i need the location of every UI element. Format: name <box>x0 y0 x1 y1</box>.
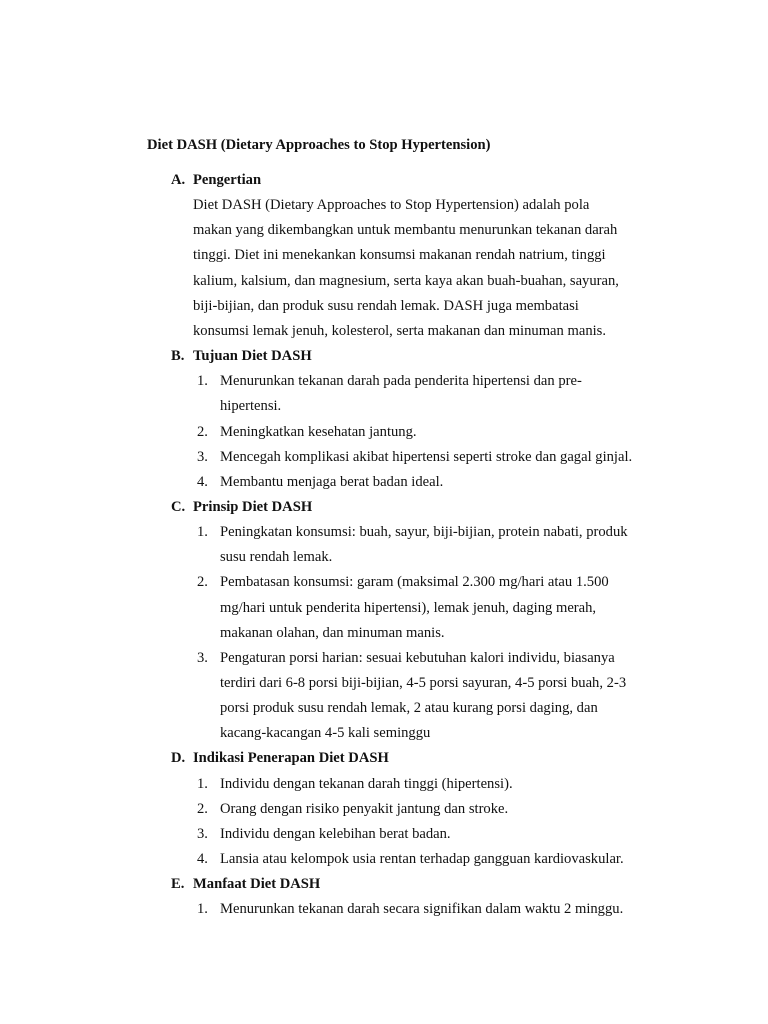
list-item-text: mg/hari untuk penderita hipertensi), lemak jenuh, daging merah, <box>220 599 597 616</box>
list-item-text: kacang-kacangan 4-5 kali seminggu <box>220 725 431 742</box>
paragraph-line: tinggi. Diet ini menekankan konsumsi makanan rendah natrium, tinggi <box>193 247 606 264</box>
document-title: Diet DASH (Dietary Approaches to Stop Hypertension) <box>147 137 491 153</box>
list-item-number: 3. <box>197 649 208 666</box>
paragraph-line: biji-bijian, dan produk susu rendah lemak. DASH juga membatasi <box>193 297 579 314</box>
list-item-number: 4. <box>197 851 208 868</box>
list-item-text: Membantu menjaga berat badan ideal. <box>220 473 444 490</box>
section-letter: C. <box>171 498 186 515</box>
section-heading: Tujuan Diet DASH <box>193 348 312 365</box>
list-item-number: 2. <box>197 423 208 440</box>
section-heading: Pengertian <box>193 172 262 188</box>
list-item-text: Lansia atau kelompok usia rentan terhadap gangguan kardiovaskular. <box>220 851 624 868</box>
section-heading: Prinsip Diet DASH <box>193 498 313 515</box>
section-heading: Manfaat Diet DASH <box>193 876 321 893</box>
list-item-text: porsi produk susu rendah lemak, 2 atau kurang porsi daging, dan <box>220 700 598 717</box>
list-item-text: Peningkatan konsumsi: buah, sayur, biji-bijian, protein nabati, produk <box>220 524 628 541</box>
paragraph-line: makan yang dikembangkan untuk membantu menurunkan tekanan darah <box>193 222 618 239</box>
list-item-text: terdiri dari 6-8 porsi biji-bijian, 4-5 porsi sayuran, 4-5 porsi buah, 2-3 <box>220 675 627 691</box>
section-letter: D. <box>171 750 186 767</box>
list-item-number: 1. <box>197 524 208 541</box>
list-item-text: Menurunkan tekanan darah secara signifikan dalam waktu 2 minggu. <box>220 901 624 918</box>
list-item-number: 1. <box>197 901 208 918</box>
list-item-text: susu rendah lemak. <box>220 549 333 566</box>
list-item-number: 2. <box>197 800 208 817</box>
list-item-number: 1. <box>197 775 208 792</box>
list-item-text: Menurunkan tekanan darah pada penderita hipertensi dan pre- <box>220 373 582 390</box>
list-item-text: Pengaturan porsi harian: sesuai kebutuhan kalori individu, biasanya <box>220 649 615 666</box>
list-item-text: Orang dengan risiko penyakit jantung dan stroke. <box>220 800 509 817</box>
section-letter: B. <box>171 348 185 365</box>
list-item-text: Individu dengan kelebihan berat badan. <box>220 825 451 842</box>
list-item-text: makanan olahan, dan minuman manis. <box>220 624 445 641</box>
list-item-text: Meningkatkan kesehatan jantung. <box>220 423 417 440</box>
section-letter: E. <box>171 876 185 893</box>
list-item-text: Pembatasan konsumsi: garam (maksimal 2.300 mg/hari atau 1.500 <box>220 574 609 591</box>
paragraph-line: Diet DASH (Dietary Approaches to Stop Hypertension) adalah pola <box>193 197 590 214</box>
list-item-number: 3. <box>197 825 208 842</box>
paragraph-line: konsumsi lemak jenuh, kolesterol, serta makanan dan minuman manis. <box>193 322 606 339</box>
list-item-text: Individu dengan tekanan darah tinggi (hipertensi). <box>220 775 513 792</box>
list-item-text: hipertensi. <box>220 398 282 415</box>
paragraph-line: kalium, kalsium, dan magnesium, serta kaya akan buah-buahan, sayuran, <box>193 272 619 289</box>
section-letter: A. <box>171 172 186 188</box>
list-item-number: 4. <box>197 473 208 490</box>
list-item-number: 2. <box>197 574 208 591</box>
section-heading: Indikasi Penerapan Diet DASH <box>193 750 389 767</box>
list-item-text: Mencegah komplikasi akibat hipertensi seperti stroke dan gagal ginjal. <box>220 448 633 465</box>
list-item-number: 3. <box>197 448 208 465</box>
list-item-number: 1. <box>197 373 208 390</box>
